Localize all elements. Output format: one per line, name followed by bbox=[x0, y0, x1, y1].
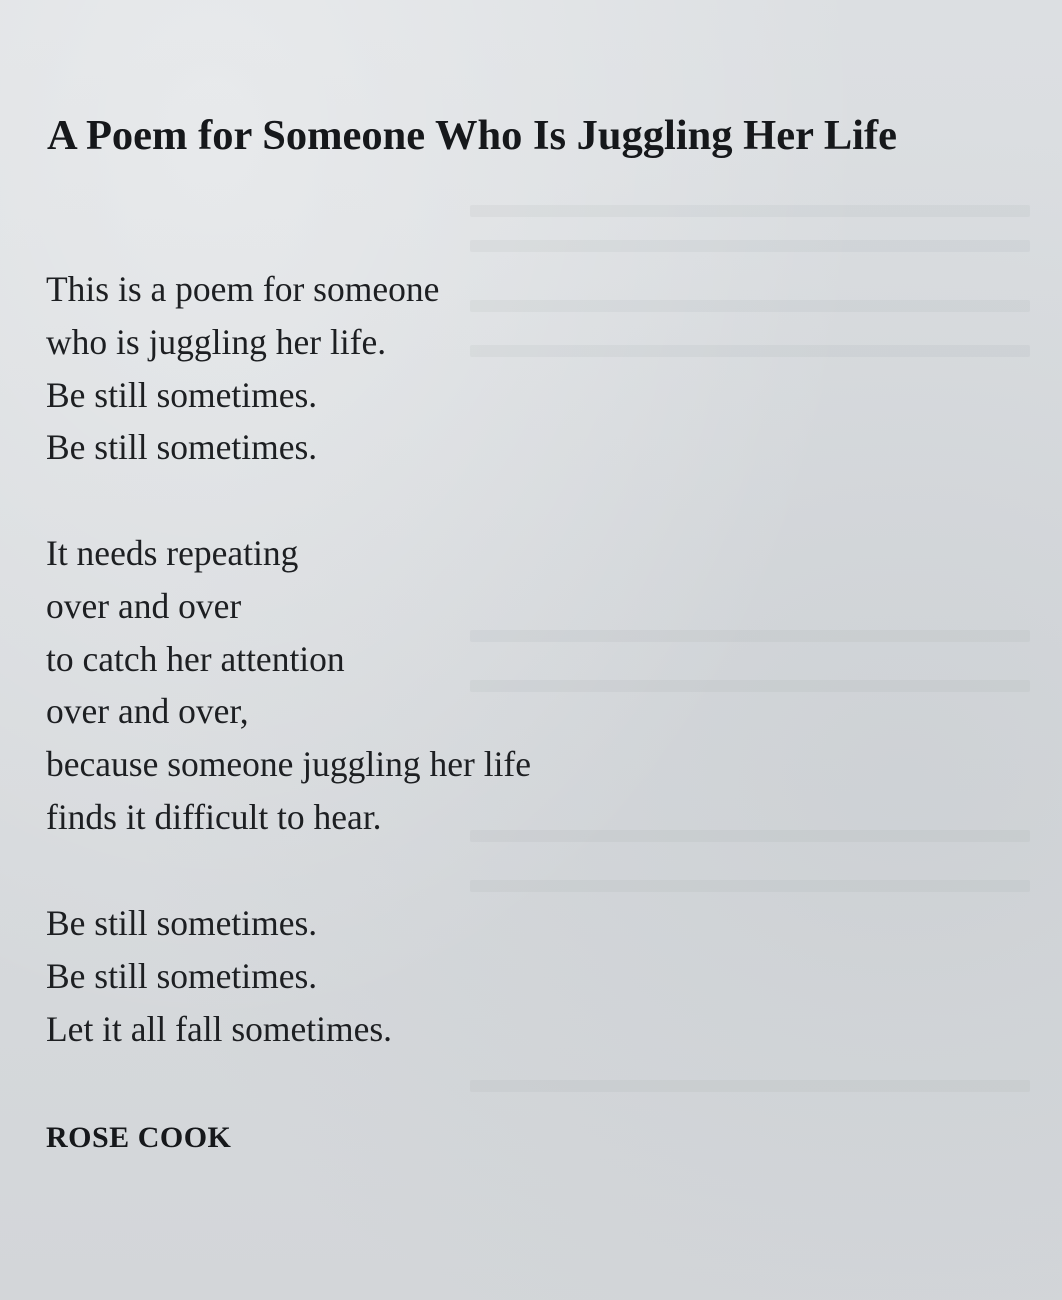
show-through-texture bbox=[470, 1080, 1030, 1092]
poem-line: It needs repeating bbox=[46, 533, 299, 573]
poem-line: because someone juggling her life bbox=[46, 744, 532, 785]
show-through-texture bbox=[470, 205, 1030, 217]
poem-author: ROSE COOK bbox=[46, 1121, 232, 1154]
poem-line: This is a poem for someone bbox=[46, 269, 440, 309]
stanza bbox=[46, 263, 439, 474]
poem-line: to catch her attention bbox=[46, 638, 345, 679]
poem-line: Be still sometimes. bbox=[46, 427, 318, 468]
show-through-texture bbox=[470, 240, 1030, 252]
show-through-texture bbox=[470, 880, 1030, 892]
stanza bbox=[46, 897, 392, 1055]
poem-title: A Poem for Someone Who Is Juggling Her Life bbox=[47, 112, 897, 159]
poem-line: Be still sometimes. bbox=[46, 903, 318, 943]
stanza bbox=[46, 527, 531, 844]
poem-line: who is juggling her life. bbox=[46, 321, 387, 362]
show-through-texture bbox=[470, 630, 1030, 642]
show-through-texture bbox=[470, 680, 1030, 692]
show-through-texture bbox=[470, 345, 1030, 357]
poem-line: Be still sometimes. bbox=[46, 374, 318, 415]
show-through-texture bbox=[470, 300, 1030, 312]
show-through-texture bbox=[470, 830, 1030, 842]
poem-line: Be still sometimes. bbox=[46, 955, 318, 996]
poem-line: over and over, bbox=[46, 691, 249, 732]
poem-line: Let it all fall sometimes. bbox=[46, 1008, 393, 1049]
poem-line: finds it difficult to hear. bbox=[46, 796, 382, 837]
poem-line: over and over bbox=[46, 585, 242, 626]
